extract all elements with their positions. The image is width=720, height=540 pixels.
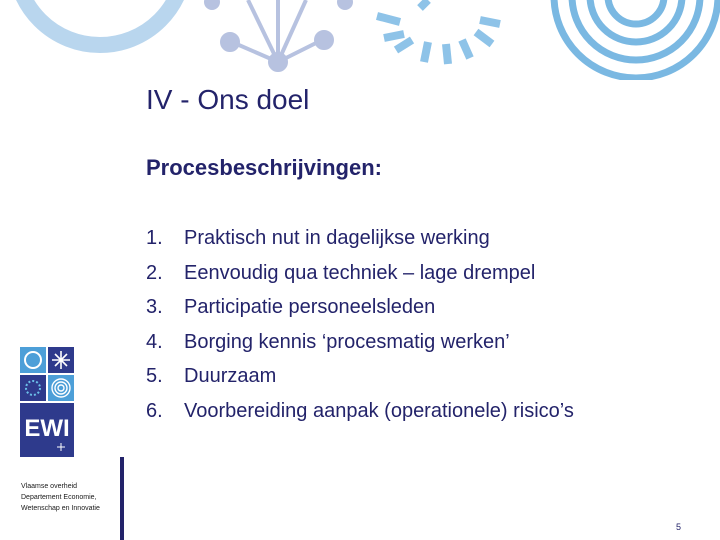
spiral-decoration	[554, 0, 718, 78]
list-item	[146, 224, 574, 259]
goal-list	[146, 224, 574, 432]
list-text: Duurzaam	[184, 365, 277, 388]
vertical-divider	[120, 457, 124, 540]
slide-subtitle: Procesbeschrijvingen:	[146, 155, 382, 180]
decorative-banner	[0, 0, 720, 80]
list-item	[146, 293, 574, 328]
org-line: Vlaamse overheid	[21, 483, 78, 490]
list-item	[146, 362, 574, 397]
org-line: Wetenschap en Innovatie	[21, 505, 100, 512]
organisation-name	[21, 481, 100, 514]
ewi-logo	[20, 347, 76, 457]
list-text: Participatie personeelsleden	[184, 296, 436, 319]
list-text: Voorbereiding aanpak (operationele) risico’s	[184, 399, 574, 422]
page-number: 5	[676, 522, 682, 532]
list-number: 4.	[146, 330, 163, 353]
list-number: 1.	[146, 227, 163, 249]
list-item	[146, 259, 574, 294]
list-number: 6.	[146, 399, 163, 422]
list-text: Borging kennis ‘procesmatig werken’	[184, 330, 510, 353]
list-item	[146, 328, 574, 363]
list-number: 5.	[146, 365, 163, 388]
slide-title: IV - Ons doel	[146, 84, 310, 115]
list-text: Eenvoudig qua techniek – lage drempel	[184, 261, 536, 284]
logo-text: EWI	[24, 415, 70, 442]
list-number: 3.	[146, 296, 163, 319]
list-text: Praktisch nut in dagelijkse werking	[184, 227, 490, 249]
network-decoration	[206, 0, 351, 70]
org-line: Departement Economie,	[21, 494, 97, 501]
circle-decoration	[15, 0, 185, 45]
burst-decoration	[377, 0, 500, 64]
list-number: 2.	[146, 261, 163, 284]
list-item	[146, 397, 574, 432]
